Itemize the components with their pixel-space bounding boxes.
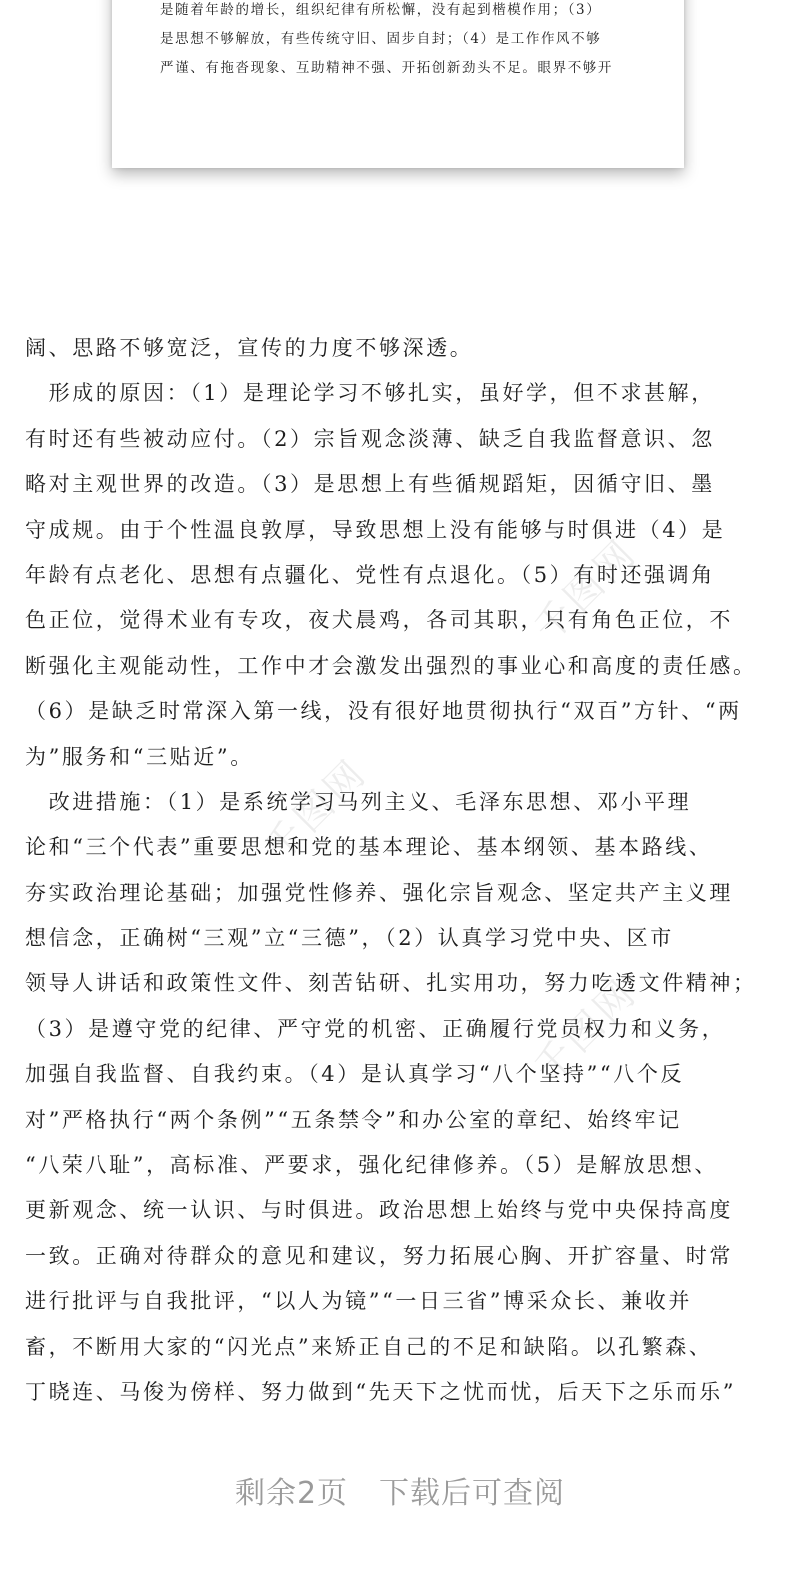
body-line: 守成规。由于个性温良敦厚，导致思想上没有能够与时俱进（4）是 xyxy=(25,517,726,542)
body-line: 论和“三个代表”重要思想和党的基本理论、基本纲领、基本路线、 xyxy=(25,835,713,860)
preview-line: 是随着年龄的增长，组织纪律有所松懈，没有起到楷模作用；（3） xyxy=(160,2,602,18)
body-line: 改进措施：（1）是系统学习马列主义、毛泽东思想、邓小平理 xyxy=(25,789,692,814)
preview-line: 是思想不够解放，有些传统守旧、固步自封；（4）是工作作风不够 xyxy=(160,31,602,47)
body-line: 丁晓连、马俊为傍样、努力做到“先天下之忧而忧，后天下之乐而乐” xyxy=(25,1379,737,1404)
document-body xyxy=(25,326,785,1415)
body-line: 年龄有点老化、思想有点疆化、党性有点退化。（5）有时还强调角 xyxy=(25,562,715,587)
preview-text xyxy=(160,0,660,83)
body-line: 想信念，正确树“三观”立“三德”，（2）认真学习党中央、区市 xyxy=(25,926,674,951)
body-line: 畜，不断用大家的“闪光点”来矫正自己的不足和缺陷。以孔繁森、 xyxy=(25,1334,713,1359)
body-line: 领导人讲话和政策性文件、刻苦钻研、扎实用功，努力吃透文件精神； xyxy=(25,971,757,996)
body-line: 形成的原因：（1）是理论学习不够扎实，虽好学，但不求甚解， xyxy=(25,381,715,406)
body-line: “八荣八耻”，高标准、严要求，强化纪律修养。（5）是解放思想、 xyxy=(25,1153,718,1178)
body-line: 夯实政治理论基础；加强党性修养、强化宗旨观念、坚定共产主义理 xyxy=(25,880,733,905)
watermark: 千图网 xyxy=(525,529,646,651)
body-line: （3）是遵守党的纪律、严守党的机密、正确履行党员权力和义务， xyxy=(25,1016,726,1041)
body-line: 色正位，觉得术业有专攻，夜犬晨鸡，各司其职，只有角色正位，不 xyxy=(25,608,733,633)
body-line: 阔、思路不够宽泛，宣传的力度不够深透。 xyxy=(25,336,474,360)
body-line: 略对主观世界的改造。（3）是思想上有些循规蹈矩，因循守旧、墨 xyxy=(25,472,715,497)
body-line: （6）是缺乏时常深入第一线，没有很好地贯彻执行“双百”方针、“两 xyxy=(25,699,742,724)
remaining-pages-download-link[interactable]: 剩余2页 下载后可查阅 xyxy=(234,1476,566,1511)
watermark: 千图网 xyxy=(525,969,646,1091)
body-line: 更新观念、统一认识、与时俱进。政治思想上始终与党中央保持高度 xyxy=(25,1198,733,1223)
body-line: 加强自我监督、自我约束。（4）是认真学习“八个坚持”“八个反 xyxy=(25,1062,685,1087)
body-line: 有时还有些被动应付。（2）宗旨观念淡薄、缺乏自我监督意识、忽 xyxy=(25,426,715,451)
body-line: 断强化主观能动性，工作中才会激发出强烈的事业心和高度的责任感。 xyxy=(25,653,757,678)
preview-page-card xyxy=(112,0,684,168)
body-line: 为”服务和“三贴近”。 xyxy=(25,744,254,769)
preview-line: 严谨、有拖沓现象、互助精神不强、开拓创新劲头不足。眼界不够开 xyxy=(160,60,613,76)
watermark: 千图网 xyxy=(255,749,376,871)
body-line: 进行批评与自我批评，“以人为镜”“一日三省”博采众长、兼收并 xyxy=(25,1289,692,1314)
body-line: 对”严格执行“两个条例”“五条禁令”和办公室的章纪、始终牢记 xyxy=(25,1107,682,1132)
body-line: 一致。正确对待群众的意见和建议，努力拓展心胸、开扩容量、时常 xyxy=(25,1243,733,1268)
